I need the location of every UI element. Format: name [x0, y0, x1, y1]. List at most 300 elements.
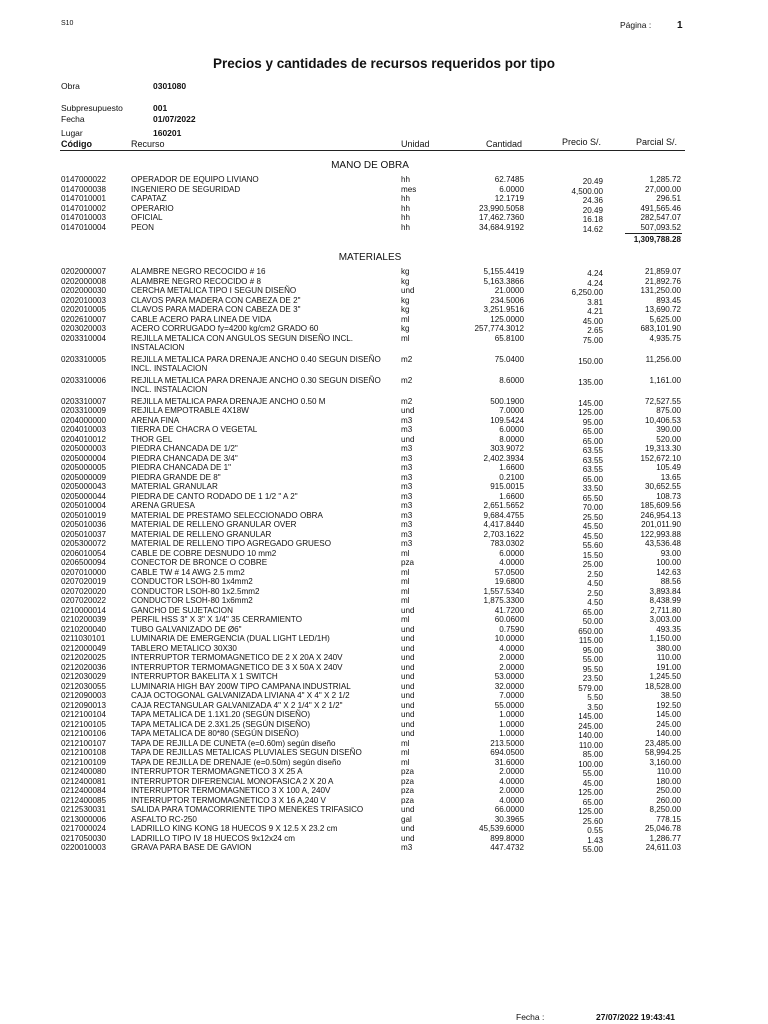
resource-description: CLAVOS PARA MADERA CON CABEZA DE 3" [131, 305, 301, 314]
resource-code: 0147010002 [61, 203, 107, 213]
resource-description: CONDUCTOR LSOH-80 1x6mm2 [131, 596, 253, 605]
resource-code: 0212030029 [61, 672, 107, 681]
resource-quantity: 45,539.6000 [478, 824, 524, 833]
resource-quantity: 783.0302 [490, 539, 524, 548]
resource-price: 63.55 [582, 455, 603, 465]
column-header-quantity: Cantidad [486, 139, 523, 149]
resource-quantity: 17,462.7360 [478, 213, 524, 222]
resource-price: 33.50 [582, 484, 603, 493]
lugar-value: 160201 [153, 128, 182, 138]
resource-quantity: 4.0000 [499, 558, 524, 567]
resource-code: 0202010003 [61, 295, 107, 305]
resource-price: 15.50 [582, 550, 603, 560]
resource-code: 0147000022 [61, 175, 107, 184]
resource-code: 0205010019 [61, 510, 107, 520]
resource-price: 150.00 [578, 356, 603, 366]
resource-unit: m3 [401, 415, 413, 425]
resource-partial: 13.65 [660, 472, 681, 482]
resource-code: 0207010000 [61, 567, 107, 577]
resource-quantity: 2,703.1622 [483, 529, 524, 539]
resource-code: 0204010012 [61, 434, 107, 444]
resource-description: ALAMBRE NEGRO RECOCIDO # 8 [131, 276, 261, 286]
resource-unit: hh [401, 194, 411, 203]
resource-description: PIEDRA CHANCADA DE 1/2" [131, 444, 238, 453]
resource-partial: 191.00 [656, 662, 681, 672]
resource-partial: 201,011.90 [641, 520, 681, 529]
resource-quantity: 500.1900 [490, 396, 524, 406]
resource-unit: ml [401, 748, 410, 757]
resource-quantity: 234.5006 [490, 295, 524, 305]
resource-price: 579.00 [578, 683, 603, 693]
resource-partial: 19,313.30 [644, 444, 681, 453]
resource-quantity: 447.4732 [490, 843, 524, 852]
report-title: Precios y cantidades de recursos requeridos por tipo [212, 56, 556, 71]
resource-quantity: 694.0500 [490, 748, 524, 757]
resource-partial: 38.50 [660, 691, 681, 700]
resource-price: 3.81 [587, 297, 603, 307]
resource-quantity: 7.0000 [499, 406, 524, 415]
resource-description: INTERRUPTOR TERMOMAGNETICO 3 X 16 A,240 V [131, 795, 326, 805]
resource-price: 55.00 [582, 769, 603, 778]
resource-description: ALAMBRE NEGRO RECOCIDO # 16 [131, 267, 266, 276]
header-rule [60, 150, 685, 151]
resource-description: PIEDRA CHANCADA DE 3/4" [131, 453, 238, 463]
resource-description: CAJA OCTOGONAL GALVANIZADA LIVIANA 4" X 4" X 2 1/2 [131, 691, 350, 700]
resource-unit: ml [401, 333, 410, 343]
resource-quantity: 62.7485 [494, 175, 524, 184]
resource-partial: 683,101.90 [640, 324, 681, 333]
resource-quantity: 257,774.3012 [474, 324, 524, 333]
resource-description: PIEDRA GRANDE DE 8" [131, 472, 221, 482]
section-total-rule [625, 233, 682, 234]
resource-code: 0205010036 [61, 520, 107, 529]
resource-quantity: 3,251.9516 [483, 305, 524, 314]
resource-description: CABLE DE COBRE DESNUDO 10 mm2 [131, 548, 277, 558]
resource-unit: m2 [401, 354, 413, 364]
resource-code: 0204010003 [61, 425, 107, 434]
column-header-unit: Unidad [401, 139, 430, 149]
resource-description: CABLE ACERO PARA LINEA DE VIDA [131, 314, 272, 324]
resource-code: 0213000006 [61, 814, 107, 824]
resource-unit: ml [401, 548, 410, 558]
resource-quantity: 8.6000 [499, 375, 524, 385]
resource-unit: kg [401, 324, 410, 333]
resource-quantity: 303.9072 [490, 444, 524, 453]
resource-code: 0202000030 [61, 286, 107, 295]
resource-quantity: 4.0000 [499, 643, 524, 653]
resource-price: 25.60 [582, 816, 603, 826]
resource-code: 0210200039 [61, 615, 107, 624]
resource-quantity: 6.0000 [499, 425, 524, 434]
resource-code: 0147010001 [61, 194, 107, 203]
resource-description: LUMINARIA HIGH BAY 200W TIPO CAMPANA INDUSTRIAL [131, 681, 351, 691]
resource-partial: 3,893.84 [649, 586, 681, 596]
resource-unit: m3 [401, 501, 413, 510]
resource-partial: 778.15 [656, 814, 681, 824]
resource-quantity: 2.0000 [499, 786, 524, 795]
resource-price: 2.65 [587, 326, 603, 335]
resource-code: 0206010054 [61, 548, 107, 558]
resource-description: TAPA DE REJILLA DE CUNETA (e=0.60m) según diseño [131, 738, 336, 748]
resource-quantity: 65.8100 [494, 333, 524, 343]
resource-quantity: 57.0500 [494, 567, 524, 577]
resource-code: 0212400085 [61, 795, 107, 805]
resource-partial: 110.00 [656, 767, 681, 776]
resource-price: 1.43 [587, 835, 603, 845]
resource-description: TAPA METALICA DE 1.1X1.20 (SEGÚN DISEÑO) [131, 710, 311, 719]
resource-code: 0147000038 [61, 184, 107, 194]
resource-unit: kg [401, 305, 410, 314]
resource-quantity: 30.3965 [494, 814, 524, 824]
resource-unit: m3 [401, 425, 413, 434]
resource-partial: 3,003.00 [649, 615, 681, 624]
resource-price: 5.50 [587, 693, 603, 702]
resource-quantity: 2.0000 [499, 653, 524, 662]
resource-partial: 185,609.56 [640, 501, 681, 510]
resource-description: LUMINARIA DE EMERGENCIA (DUAL LIGHT LED/1H) [131, 634, 330, 643]
resource-partial: 152,672.10 [640, 453, 681, 463]
resource-unit: ml [401, 596, 410, 605]
resource-quantity: 9,684.4755 [483, 510, 524, 520]
resource-description: TABLERO METALICO 30X30 [131, 643, 237, 653]
resource-partial: 380.00 [656, 643, 681, 653]
resource-unit: und [401, 286, 415, 295]
resource-unit: ml [401, 738, 410, 748]
resource-quantity: 1.0000 [499, 710, 524, 719]
resource-unit: ml [401, 577, 410, 586]
resource-unit: pza [401, 786, 415, 795]
resource-description: INTERRUPTOR TERMOMAGNETICO 3 X 100 A, 240V [131, 786, 331, 795]
resource-quantity: 899.8000 [490, 833, 524, 843]
resource-description: REJILLA METALICA CON ANGULOS SEGUN DISEÑO INCL. INSTALACION [131, 333, 354, 352]
resource-quantity: 12.1719 [494, 194, 524, 203]
resource-code: 0212100109 [61, 757, 107, 767]
resource-code: 0212100107 [61, 738, 107, 748]
resource-description: INTERRUPTOR DIFERENCIAL MONOFASICA 2 X 20 A [131, 776, 334, 786]
resource-price: 2.50 [587, 569, 603, 579]
resource-description: OFICIAL [131, 213, 163, 222]
resource-description: REJILLA METALICA PARA DRENAJE ANCHO 0.30 SEGUN DISEÑO INCL. INSTALACION [131, 375, 381, 394]
resource-unit: und [401, 681, 415, 691]
resource-description: THOR GEL [131, 434, 173, 444]
resource-partial: 1,150.00 [649, 634, 681, 643]
resource-unit: ml [401, 615, 410, 624]
resource-partial: 246,954.13 [640, 510, 681, 520]
resource-unit: ml [401, 757, 410, 767]
resource-code: 0202010005 [61, 305, 107, 314]
resource-quantity: 0.7590 [499, 624, 524, 634]
resource-price: 16.18 [582, 215, 603, 224]
resource-partial: 1,285.72 [649, 175, 681, 184]
resource-quantity: 8.0000 [499, 434, 524, 444]
resource-unit: und [401, 824, 415, 833]
resource-description: MATERIAL DE RELLENO GRANULAR OVER [131, 520, 297, 529]
resource-quantity: 23,990.5058 [478, 203, 524, 213]
resource-unit: und [401, 672, 415, 681]
resource-unit: und [401, 434, 415, 444]
resource-code: 0207020019 [61, 577, 107, 586]
resource-description: CONDUCTOR LSOH-80 1x4mm2 [131, 577, 253, 586]
resource-unit: m3 [401, 529, 413, 539]
resource-price: 650.00 [578, 626, 603, 636]
resource-code: 0207020022 [61, 596, 107, 605]
resource-description: MATERIAL DE PRESTAMO SELECCIONADO OBRA [131, 510, 323, 520]
resource-partial: 18,528.00 [644, 681, 681, 691]
resource-partial: 13,690.72 [644, 305, 681, 314]
resource-code: 0205010004 [61, 501, 107, 510]
resource-price: 145.00 [578, 398, 603, 408]
resource-description: TUBO GALVANIZADO DE Ø6" [131, 624, 242, 634]
resource-partial: 8,438.99 [649, 596, 681, 605]
resource-code: 0202610007 [61, 314, 107, 324]
resource-price: 100.00 [578, 759, 603, 769]
resource-price: 245.00 [578, 721, 603, 731]
resource-quantity: 1,557.5340 [483, 586, 524, 596]
resource-partial: 145.00 [656, 710, 681, 719]
resource-code: 0147010003 [61, 213, 107, 222]
resource-price: 25.50 [582, 512, 603, 522]
resource-partial: 893.45 [656, 295, 681, 305]
resource-partial: 520.00 [656, 434, 681, 444]
resource-description: INGENIERO DE SEGURIDAD [131, 184, 241, 194]
resource-unit: m3 [401, 472, 413, 482]
resource-code: 0206500094 [61, 558, 107, 567]
resource-partial: 1,161.00 [649, 375, 681, 385]
resource-quantity: 109.5424 [490, 415, 524, 425]
resource-quantity: 34,684.9192 [478, 222, 524, 232]
resource-quantity: 1.6600 [499, 463, 524, 472]
resource-description: TAPA METALICA DE 2.3X1.25 (SEGÚN DISEÑO) [131, 719, 311, 729]
resource-description: REJILLA EMPOTRABLE 4X18W [131, 406, 249, 415]
resource-code: 0212000049 [61, 643, 107, 653]
resource-code: 0205000009 [61, 472, 107, 482]
section-title: MANO DE OBRA [331, 160, 409, 171]
resource-code: 0203310004 [61, 333, 107, 343]
resource-description: TAPA DE REJILLAS METALICAS PLUVIALES SEGUN DISEÑO [131, 748, 362, 757]
resource-partial: 142.63 [656, 567, 681, 577]
resource-code: 0203310009 [61, 406, 107, 415]
resource-description: PEON [131, 222, 154, 232]
resource-code: 0217000024 [61, 824, 107, 833]
resource-quantity: 2.0000 [499, 767, 524, 776]
resource-unit: hh [401, 175, 411, 184]
resource-quantity: 4.0000 [499, 795, 524, 805]
resource-price: 65.50 [582, 493, 603, 503]
resource-unit: pza [401, 795, 415, 805]
resource-description: OPERADOR DE EQUIPO LIVIANO [131, 175, 259, 184]
resource-description: ARENA FINA [131, 415, 180, 425]
resource-unit: und [401, 710, 415, 719]
resource-partial: 93.00 [660, 548, 681, 558]
resource-code: 0202000007 [61, 267, 107, 276]
resource-quantity: 1.0000 [499, 729, 524, 738]
resource-unit: m2 [401, 375, 413, 385]
resource-unit: und [401, 406, 415, 415]
resource-price: 45.50 [582, 522, 603, 531]
resource-unit: m2 [401, 396, 413, 406]
resource-price: 55.60 [582, 541, 603, 550]
resource-unit: hh [401, 222, 411, 232]
resource-code: 0207020020 [61, 586, 107, 596]
resource-partial: 3,160.00 [649, 757, 681, 767]
resource-price: 20.49 [582, 177, 603, 186]
resource-price: 45.00 [582, 778, 603, 788]
resource-description: MATERIAL DE RELLENO TIPO AGREGADO GRUESO [131, 539, 331, 548]
resource-unit: und [401, 662, 415, 672]
resource-partial: 5,625.00 [649, 314, 681, 324]
resource-quantity: 75.0400 [494, 354, 524, 364]
resource-unit: und [401, 719, 415, 729]
resource-price: 65.00 [582, 474, 603, 484]
resource-description: LADRILLO KING KONG 18 HUECOS 9 X 12.5 X 23.2 cm [131, 824, 338, 833]
resource-description: LADRILLO TIPO IV 18 HUECOS 9x12x24 cm [131, 833, 296, 843]
resource-unit: und [401, 605, 415, 615]
resource-description: INTERRUPTOR TERMOMAGNETICO DE 2 X 20A X 240V [131, 653, 343, 662]
resource-unit: kg [401, 267, 410, 276]
subpresupuesto-label: Subpresupuesto [61, 103, 123, 113]
resource-unit: und [401, 691, 415, 700]
resource-unit: und [401, 805, 415, 814]
resource-code: 0211030101 [61, 634, 106, 643]
resource-description: INTERRUPTOR TERMOMAGNETICO 3 X 25 A [131, 767, 303, 776]
resource-partial: 131,250.00 [640, 286, 681, 295]
resource-code: 0212100106 [61, 729, 107, 738]
resource-partial: 192.50 [656, 700, 681, 710]
resource-partial: 58,994.25 [644, 748, 681, 757]
resource-partial: 390.00 [656, 425, 681, 434]
resource-price: 2.50 [587, 588, 603, 598]
resource-description: REJILLA METALICA PARA DRENAJE ANCHO 0.40 SEGUN DISEÑO INCL. INSTALACION [131, 354, 381, 373]
resource-unit: hh [401, 213, 411, 222]
resource-price: 95.00 [582, 645, 603, 655]
resource-quantity: 125.0000 [490, 314, 524, 324]
resource-partial: 21,892.76 [644, 276, 681, 286]
resource-quantity: 915.0015 [490, 482, 524, 491]
resource-unit: pza [401, 558, 415, 567]
resource-price: 125.00 [578, 788, 603, 797]
resource-unit: pza [401, 776, 415, 786]
resource-description: CONECTOR DE BRONCE O COBRE [131, 558, 268, 567]
resource-code: 0212030055 [61, 681, 107, 691]
resource-code: 0212020025 [61, 653, 107, 662]
resource-unit: hh [401, 203, 411, 213]
resource-price: 75.00 [582, 335, 603, 345]
resource-description: ARENA GRUESA [131, 501, 195, 510]
resource-unit: kg [401, 276, 410, 286]
resource-price: 4.24 [587, 269, 603, 278]
lugar-label: Lugar [61, 128, 83, 138]
resource-unit: m3 [401, 520, 413, 529]
resource-quantity: 32.0000 [494, 681, 524, 691]
resource-quantity: 60.0600 [494, 615, 524, 624]
resource-code: 0212090003 [61, 691, 107, 700]
resource-description: MATERIAL DE RELLENO GRANULAR [131, 529, 272, 539]
resource-partial: 4,935.75 [649, 333, 681, 343]
resource-partial: 100.00 [656, 558, 681, 567]
resource-quantity: 4.0000 [499, 776, 524, 786]
resource-partial: 105.49 [656, 463, 681, 472]
resource-code: 0212400084 [61, 786, 107, 795]
resource-price: 25.00 [582, 560, 603, 569]
resource-partial: 108.73 [656, 491, 681, 501]
resource-description: CERCHA METALICA TIPO I SEGUN DISEÑO [131, 286, 297, 295]
resource-quantity: 31.6000 [494, 757, 524, 767]
section-total: 1,309,788.28 [633, 235, 681, 244]
resource-price: 65.00 [582, 436, 603, 446]
resource-description: GRAVA PARA BASE DE GAVION [131, 843, 252, 852]
resource-description: TAPA DE REJILLA DE DRENAJE (e=0.50m) según diseño [131, 757, 342, 767]
resource-price: 55.00 [582, 655, 603, 664]
resource-code: 0205000043 [61, 482, 107, 491]
resource-unit: gal [401, 814, 412, 824]
resource-price: 4,500.00 [571, 186, 603, 196]
resource-code: 0212100105 [61, 719, 107, 729]
resource-partial: 122,993.88 [640, 529, 681, 539]
resource-description: SALIDA PARA TOMACORRIENTE TIPO MENEKES TRIFASICO [131, 805, 364, 814]
resource-code: 0212020036 [61, 662, 107, 672]
resource-price: 63.55 [582, 446, 603, 455]
resource-code: 0217050030 [61, 833, 107, 843]
resource-price: 4.50 [587, 598, 603, 607]
resource-price: 6,250.00 [571, 288, 603, 297]
resource-code: 0205000044 [61, 491, 107, 501]
resource-partial: 27,000.00 [644, 184, 681, 194]
resource-quantity: 5,155.4419 [483, 267, 524, 276]
resource-unit: mes [401, 184, 417, 194]
resource-partial: 110.00 [656, 653, 681, 662]
resource-price: 20.49 [582, 205, 603, 215]
resource-code: 0212400081 [61, 776, 107, 786]
resource-quantity: 19.6800 [494, 577, 524, 586]
fecha-label: Fecha [61, 114, 85, 124]
resource-description: OPERARIO [131, 203, 174, 213]
resource-unit: und [401, 700, 415, 710]
resource-description: ASFALTO RC-250 [131, 814, 197, 824]
resource-quantity: 66.0000 [494, 805, 524, 814]
resource-price: 95.00 [582, 417, 603, 427]
resource-price: 65.00 [582, 607, 603, 617]
resource-unit: m3 [401, 444, 413, 453]
page-number: 1 [677, 20, 683, 31]
resource-price: 14.62 [582, 224, 603, 234]
resource-price: 0.55 [587, 826, 603, 835]
resource-quantity: 2,402.3934 [483, 453, 524, 463]
resource-quantity: 55.0000 [494, 700, 524, 710]
resource-unit: m3 [401, 539, 413, 548]
obra-value: 0301080 [153, 81, 187, 91]
resource-code: 0203020003 [61, 324, 107, 333]
resource-code: 0212100108 [61, 748, 107, 757]
resource-partial: 282,547.07 [640, 213, 681, 222]
resource-partial: 875.00 [656, 406, 681, 415]
resource-partial: 10,406.53 [644, 415, 681, 425]
resource-description: CONDUCTOR LSOH-80 1x2.5mm2 [131, 586, 260, 596]
resource-partial: 25,046.78 [644, 824, 681, 833]
footer-date-label: Fecha : [516, 1012, 545, 1022]
resource-description: PIEDRA CHANCADA DE 1" [131, 463, 232, 472]
resource-price: 115.00 [578, 636, 603, 645]
resource-quantity: 1,875.3300 [483, 596, 524, 605]
resource-quantity: 2,651.5652 [483, 501, 524, 510]
resource-price: 3.50 [587, 702, 603, 712]
resource-price: 4.21 [587, 307, 603, 316]
resource-quantity: 1.0000 [499, 719, 524, 729]
resource-code: 0205000004 [61, 453, 107, 463]
resource-code: 0203310007 [61, 396, 107, 406]
resource-description: CAJA RECTANGULAR GALVANIZADA 4" X 2 1/4" X 2 1/2" [131, 700, 343, 710]
resource-unit: und [401, 634, 415, 643]
resource-price: 125.00 [578, 807, 603, 816]
